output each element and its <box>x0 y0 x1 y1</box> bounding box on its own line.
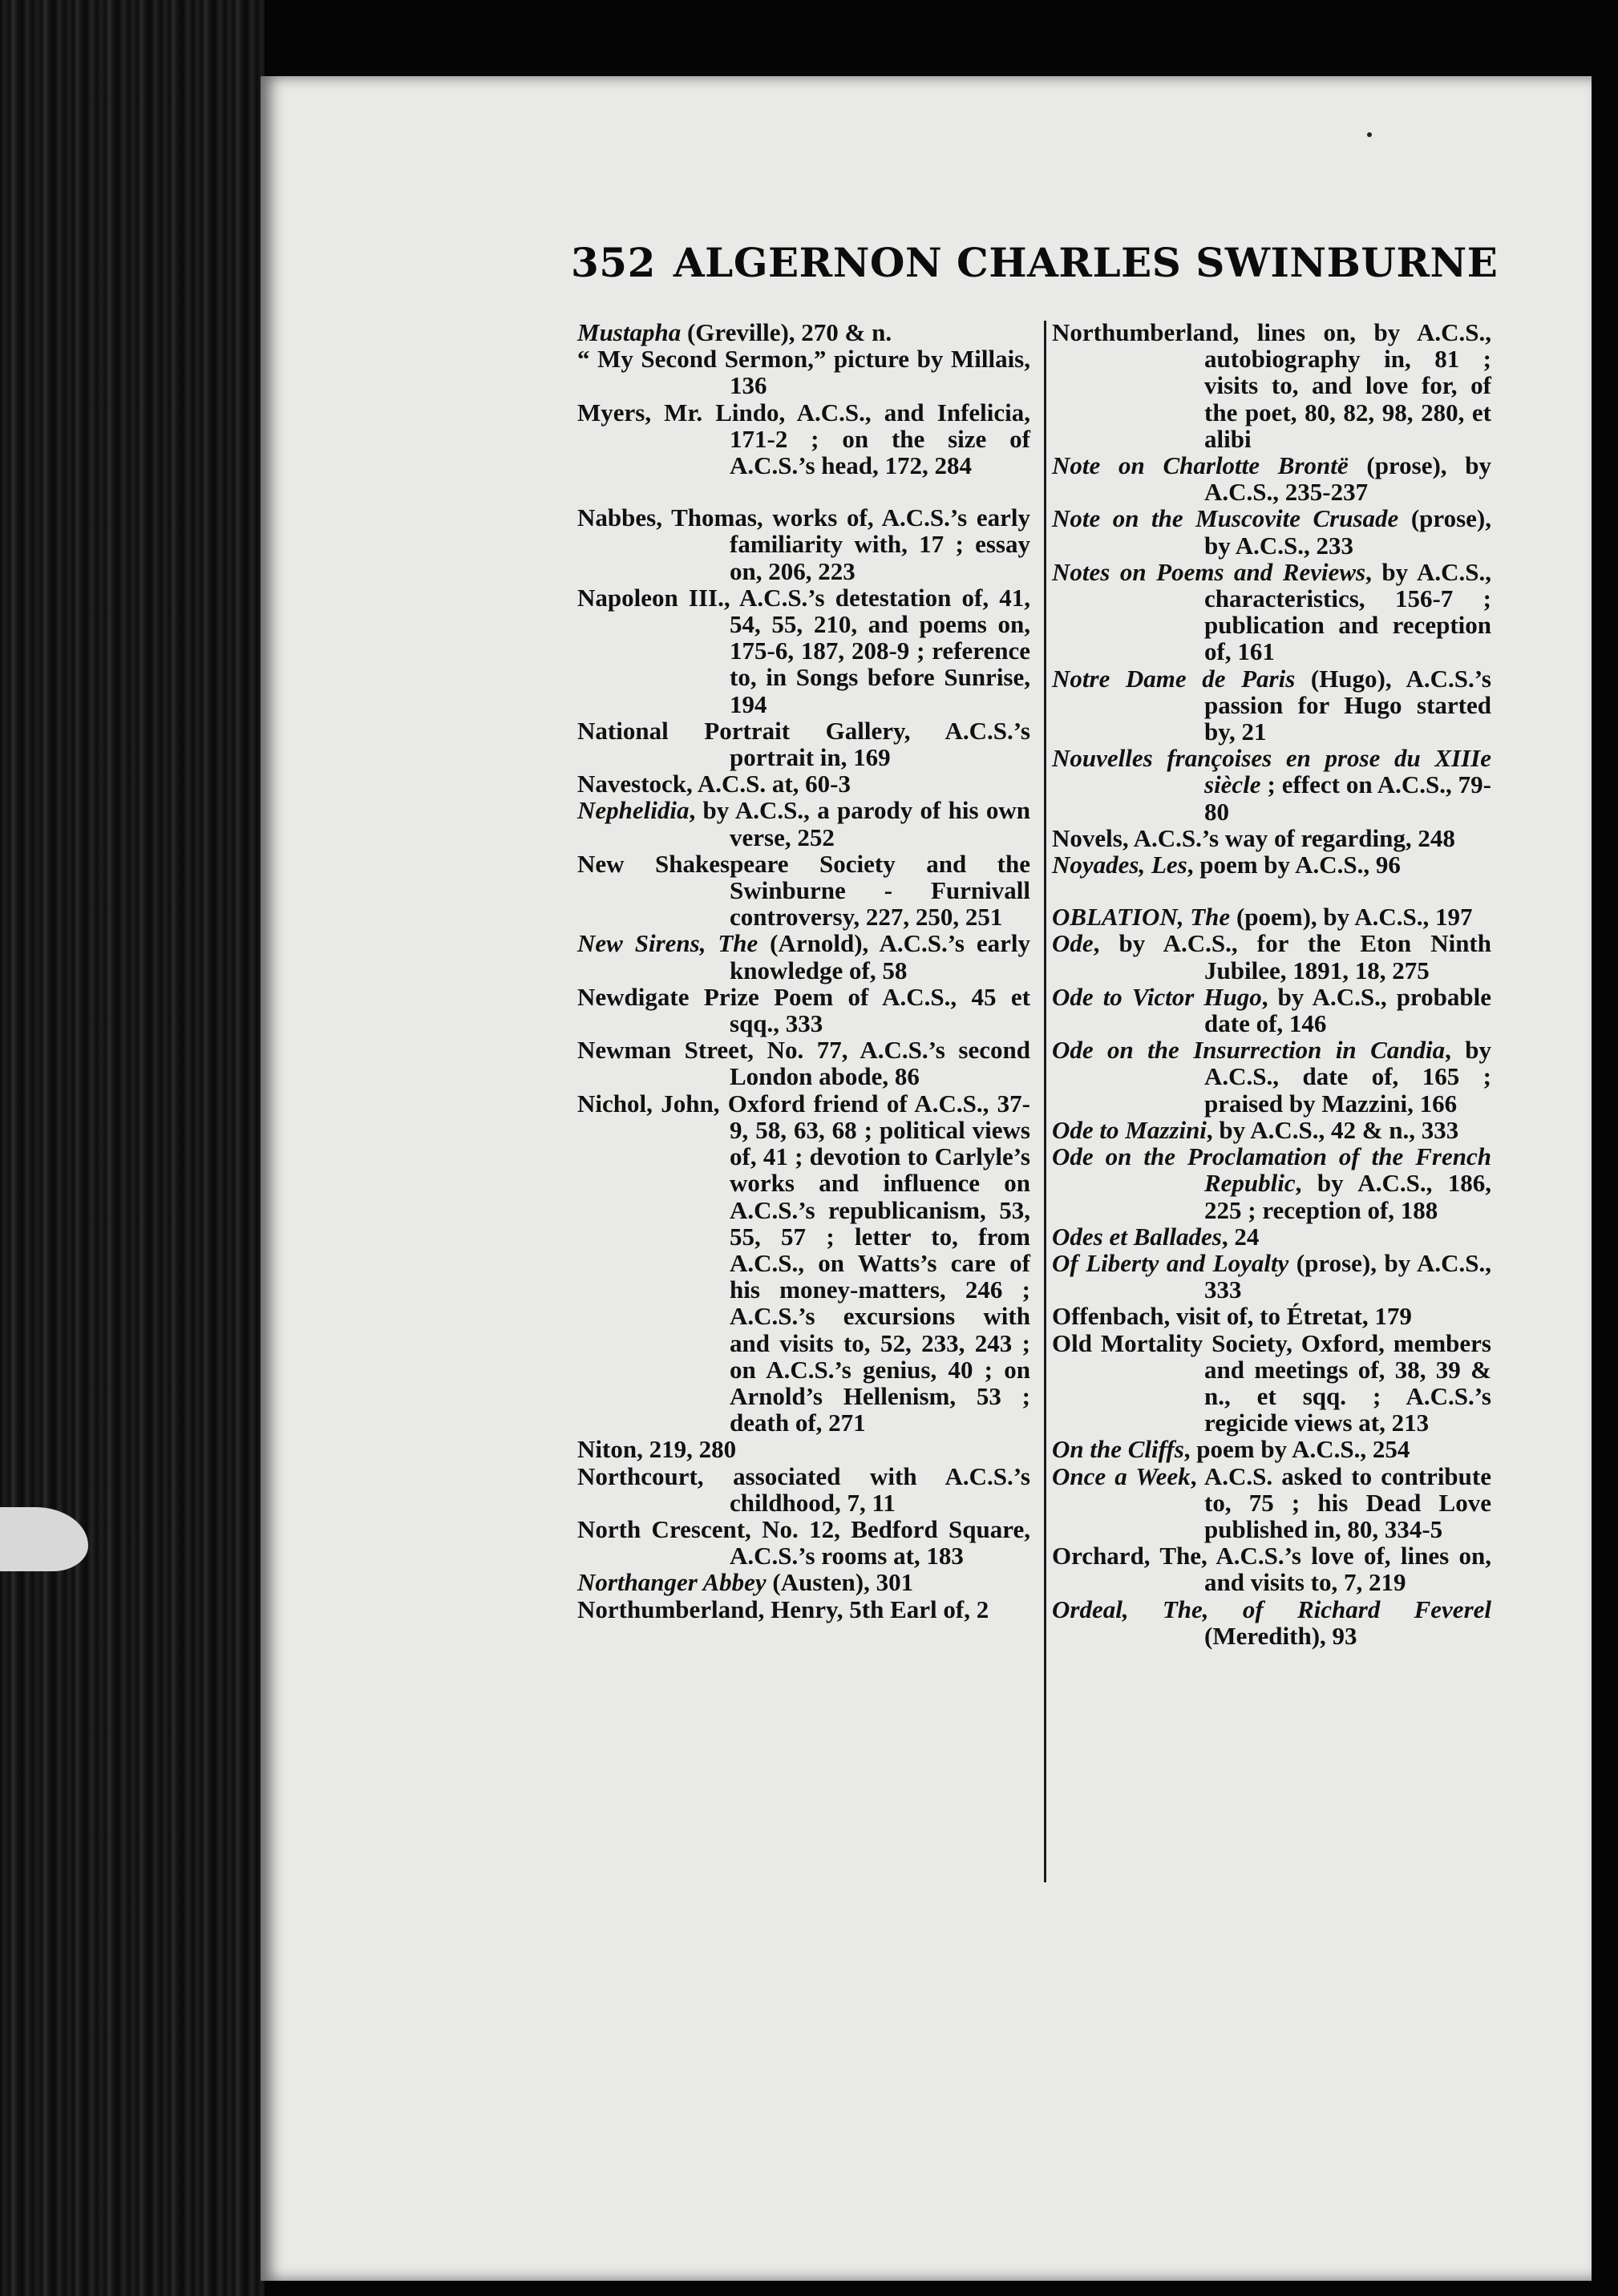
index-entry-title: Notes on Poems and Reviews <box>1052 557 1366 586</box>
index-entry <box>1052 1303 1491 1329</box>
index-entry <box>577 930 1030 983</box>
index-entry <box>1052 319 1491 452</box>
index-entry <box>1052 1436 1491 1462</box>
index-entry-text: (Austen), 301 <box>766 1568 914 1597</box>
dust-speck <box>1367 132 1372 137</box>
index-entry <box>1052 452 1491 505</box>
index-entry-text: , 24 <box>1221 1222 1260 1251</box>
index-entry-text: Napoleon III., A.C.S.’s detestation of, 41, 54, 55, 210, and poems on, 175-6, 187, 208-9 ; reference to, in Songs before Sunrise, 194 <box>577 583 1030 718</box>
index-entry <box>1052 930 1491 983</box>
index-entry-text: (Arnold), A.C.S.’s early knowledge of, 58 <box>730 929 1031 984</box>
index-entry <box>577 1090 1030 1437</box>
index-entry-text: (prose), by A.C.S., 333 <box>1204 1248 1491 1304</box>
index-entry <box>577 399 1030 479</box>
index-entry-text: (poem), by A.C.S., 197 <box>1230 903 1473 932</box>
index-entry-title: Noyades, Les <box>1052 851 1187 879</box>
index-entry-title: Nouvelles françoises en prose du XIIIe siècle <box>1052 744 1491 799</box>
index-entry-text: , poem by A.C.S., 96 <box>1187 851 1401 879</box>
index-entry-text: Northcourt, associated with A.C.S.’s childhood, 7, 11 <box>577 1461 1030 1517</box>
index-entry-title: Mustapha <box>577 318 682 346</box>
index-entry-text: , by A.C.S., date of, 165 ; praised by Mazzini, 166 <box>1204 1036 1491 1118</box>
index-entry <box>1052 1330 1491 1437</box>
column-divider <box>1044 321 1046 1882</box>
index-entry-text: Nabbes, Thomas, works of, A.C.S.’s early familiarity with, 17 ; essay on, 206, 223 <box>577 503 1030 585</box>
index-entry-title: Notre Dame de Paris <box>1052 664 1296 693</box>
index-entry-text: “ My Second Sermon,” picture by Millais, 136 <box>577 345 1030 400</box>
index-entry <box>577 1436 1030 1462</box>
index-entry <box>1052 1250 1491 1303</box>
index-entry-text: , by A.C.S., probable date of, 146 <box>1204 982 1491 1038</box>
running-title: ALGERNON CHARLES SWINBURNE <box>673 239 1499 286</box>
index-entry <box>1052 984 1491 1037</box>
index-entry-text: Northumberland, lines on, by A.C.S., autobiography in, 81 ; visits to, and love for, of the poet, 80, 82, 98, 280, et alibi <box>1052 318 1491 453</box>
index-column-left <box>577 319 1030 1623</box>
index-entry-text: , poem by A.C.S., 254 <box>1183 1435 1410 1464</box>
index-entry-title: Ode on the Insurrection in Candia <box>1052 1036 1446 1065</box>
index-entry <box>577 504 1030 584</box>
index-entry <box>577 851 1030 931</box>
index-entry-text: Offenbach, visit of, to Étretat, 179 <box>1052 1302 1412 1331</box>
index-entry-text: (prose), by A.C.S., 235-237 <box>1204 451 1492 507</box>
index-entry-text: Northumberland, Henry, 5th Earl of, 2 <box>577 1595 989 1623</box>
index-entry-text: New Shakespeare Society and the Swinburne - Furnivall controversy, 227, 250, 251 <box>577 849 1030 932</box>
index-entry-text: Orchard, The, A.C.S.’s love of, lines on, and visits to, 7, 219 <box>1052 1542 1491 1597</box>
index-entry-text: Navestock, A.C.S. at, 60-3 <box>577 770 851 798</box>
index-entry-text: Myers, Mr. Lindo, A.C.S., and Infelicia, 171-2 ; on the size of A.C.S.’s head, 172, 284 <box>577 398 1030 480</box>
index-entry-text: (Greville), 270 & n. <box>681 318 892 346</box>
index-entry <box>1052 825 1491 851</box>
index-entry <box>1052 851 1491 878</box>
index-entry-text: North Crescent, No. 12, Bedford Square, A.C.S.’s rooms at, 183 <box>577 1514 1030 1570</box>
index-entry-title: Of Liberty and Loyalty <box>1052 1248 1289 1277</box>
index-entry-title: OBLATION, The <box>1052 903 1231 932</box>
letter-gap <box>1052 878 1491 903</box>
index-entry-title: Note on the Muscovite Crusade <box>1052 504 1399 533</box>
index-entry-text: (Hugo), A.C.S.’s passion for Hugo started by, 21 <box>1204 664 1491 746</box>
index-entry-text: Niton, 219, 280 <box>577 1435 737 1464</box>
index-entry <box>1052 1463 1491 1543</box>
index-entry-text: , by A.C.S., characteristics, 156-7 ; publication and reception of, 161 <box>1204 557 1491 666</box>
index-entry-text: , by A.C.S., a parody of his own verse, 252 <box>689 796 1030 851</box>
index-entry <box>1052 665 1491 746</box>
index-entry-title: Nephelidia <box>577 796 690 825</box>
index-entry-text: , A.C.S. asked to contribute to, 75 ; his Dead Love published in, 80, 334-5 <box>1190 1461 1491 1543</box>
index-entry <box>1052 1542 1491 1595</box>
index-entry <box>1052 1596 1491 1649</box>
index-entry-text: (prose), by A.C.S., 233 <box>1204 504 1491 560</box>
index-entry <box>577 1463 1030 1516</box>
index-entry-text: , by A.C.S., 42 & n., 333 <box>1206 1115 1459 1144</box>
book-spine <box>0 0 265 2296</box>
index-entry <box>1052 1117 1491 1143</box>
index-entry-title: Ode to Mazzini <box>1052 1115 1207 1144</box>
index-entry-text: National Portrait Gallery, A.C.S.’s portrait in, 169 <box>577 716 1030 772</box>
index-entry <box>1052 903 1491 930</box>
index-entry <box>1052 1223 1491 1250</box>
index-entry-title: Northanger Abbey <box>577 1568 767 1597</box>
index-entry-title: Ode on the Proclamation of the French Republic <box>1052 1142 1491 1198</box>
index-entry <box>577 1596 1030 1623</box>
index-entry <box>577 1569 1030 1595</box>
index-entry <box>577 319 1030 346</box>
index-entry <box>577 984 1030 1037</box>
index-entry-title: Ordeal, The, of Richard Feverel <box>1052 1595 1491 1623</box>
index-entry <box>1052 505 1491 558</box>
index-entry <box>1052 1037 1491 1117</box>
index-entry-text: Novels, A.C.S.’s way of regarding, 248 <box>1052 823 1455 852</box>
index-entry-text: (Meredith), 93 <box>1204 1621 1357 1650</box>
index-entry-text: Nichol, John, Oxford friend of A.C.S., 37-9, 58, 63, 68 ; political views of, 41 ; devotion to Carlyle’s works and influence on A.C.S.’s republicanism, 53, 55, 57 ; letter to, from A.C.S., on Watts’s care of his money-matters, 246 ; A.C.S.’s excursions with and visits to, 52, 233, 243 ; on A.C.S.’s genius, 40 ; on Arnold’s Hellenism, 53 ; death of, 271 <box>577 1089 1030 1437</box>
index-entry-title: Ode <box>1052 929 1094 958</box>
page-number: 352 <box>571 239 656 286</box>
index-entry <box>1052 1143 1491 1223</box>
index-entry <box>577 770 1030 797</box>
index-entry-text: Old Mortality Society, Oxford, members and meetings of, 38, 39 & n., et sqq. ; A.C.S.’s regicide views at, 213 <box>1052 1328 1491 1437</box>
index-entry-text: , by A.C.S., 186, 225 ; reception of, 188 <box>1204 1169 1491 1224</box>
index-entry <box>577 346 1030 398</box>
index-entry-text: Newdigate Prize Poem of A.C.S., 45 et sqq., 333 <box>577 982 1030 1038</box>
index-entry-text: ; effect on A.C.S., 79-80 <box>1204 770 1491 826</box>
letter-gap <box>577 479 1030 504</box>
index-entry-text: Newman Street, No. 77, A.C.S.’s second London abode, 86 <box>577 1036 1030 1091</box>
index-entry <box>577 1516 1030 1569</box>
index-entry-title: New Sirens, The <box>577 929 758 958</box>
index-entry <box>577 584 1030 718</box>
page-header <box>571 239 1498 286</box>
index-entry-title: On the Cliffs <box>1052 1435 1184 1464</box>
index-entry-text: , by A.C.S., for the Eton Ninth Jubilee, 1891, 18, 275 <box>1093 929 1491 984</box>
index-entry <box>577 718 1030 770</box>
index-entry <box>1052 559 1491 665</box>
index-column-right <box>1052 319 1491 1649</box>
index-entry <box>577 1037 1030 1089</box>
index-entry-title: Note on Charlotte Brontë <box>1052 451 1349 480</box>
index-entry-title: Ode to Victor Hugo <box>1052 982 1262 1011</box>
index-entry <box>1052 745 1491 825</box>
index-entry <box>577 797 1030 850</box>
index-entry-title: Odes et Ballades <box>1052 1222 1222 1251</box>
index-entry-title: Once a Week <box>1052 1461 1191 1490</box>
